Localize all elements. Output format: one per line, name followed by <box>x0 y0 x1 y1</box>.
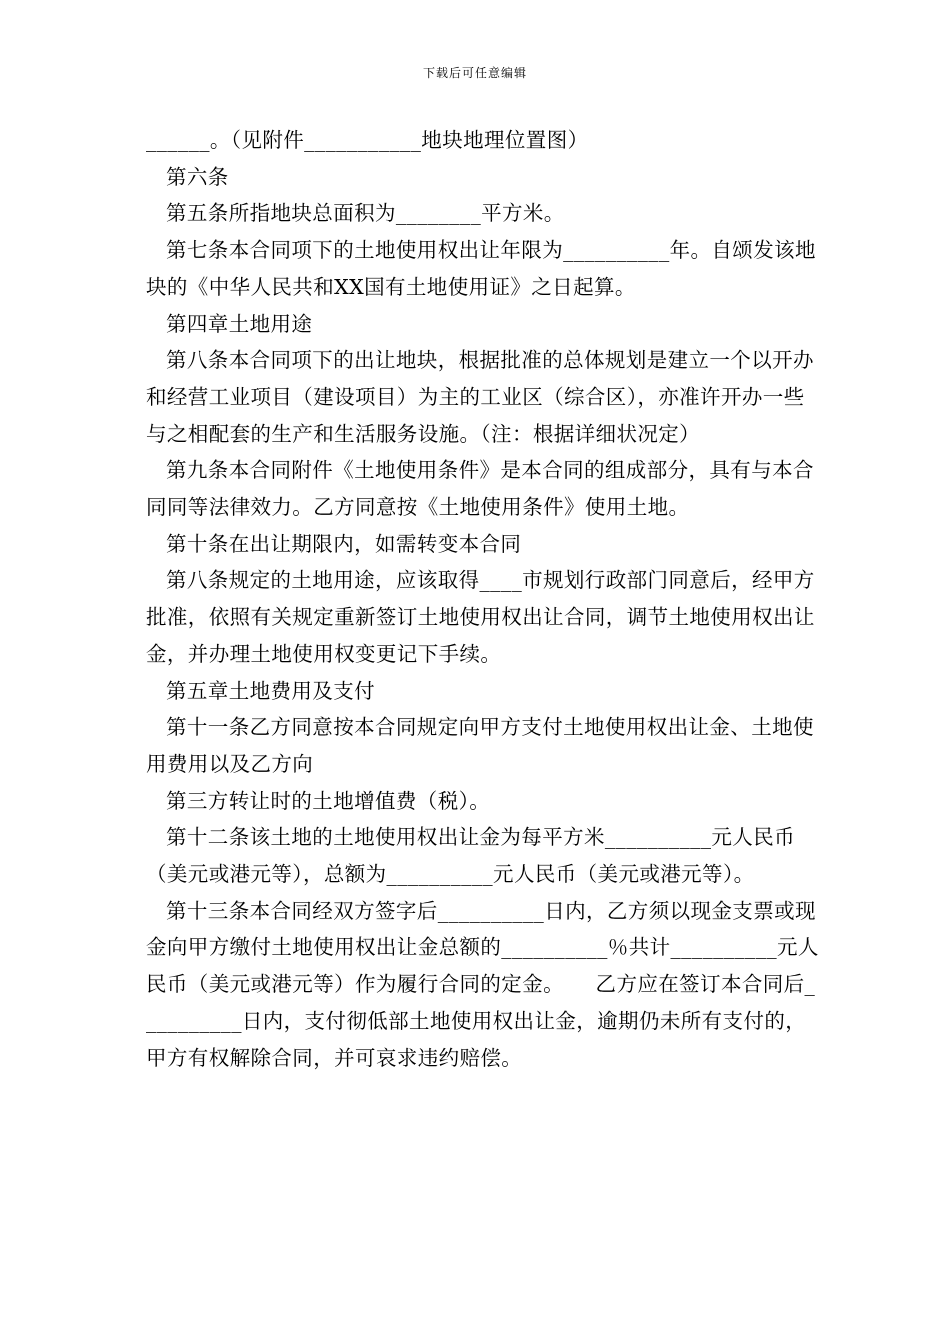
document-body <box>146 122 821 1076</box>
chapter-heading: 第五章土地费用及支付 <box>166 678 375 703</box>
paragraph: ______。（见附件___________地块地理位置图） <box>146 128 589 152</box>
paragraph: 第七条本合同项下的土地使用权出让年限为__________年。自颂发该地块的《中华人民共和XX国有土地使用证》之日起算。 <box>146 238 816 299</box>
paragraph: 第十二条该土地的土地使用权出让金为每平方米__________元人民币（美元或港元等），总额为__________元人民币（美元或港元等）。 <box>146 825 795 887</box>
paragraph: 第十条在出让期限内，如需转变本合同 <box>166 531 522 556</box>
paragraph: 第九条本合同附件《土地使用条件》是本合同的组成部分，具有与本合同同等法律效力。乙方同意按《土地使用条件》使用土地。 <box>146 458 814 520</box>
page-header: 下载后可任意编辑 <box>422 66 527 80</box>
paragraph: 第八条规定的土地用途，应该取得____市规划行政部门同意后，经甲方批准，依照有关规定重新签订土地使用权出让合同，调节土地使用权出让金，并办理土地使用权变更记下手续。 <box>146 568 815 666</box>
paragraph: 第三方转让时的土地增值费（税）。 <box>166 788 491 813</box>
paragraph: 第五条所指地块总面积为________平方米。 <box>166 201 565 226</box>
paragraph: 第八条本合同项下的出让地块，根据批准的总体规划是建立一个以开办和经营工业项目（建设项目）为主的工业区（综合区），亦准许开办一些与之相配套的生产和生活服务设施。（注：根据详细状况定） <box>146 348 814 446</box>
paragraph: 第十一条乙方同意按本合同规定向甲方支付土地使用权出让金、土地使用费用以及乙方向 <box>146 715 814 776</box>
paragraph: 第十三条本合同经双方签字后__________日内，乙方须以现金支票或现金向甲方缴付土地使用权出让金总额的__________％共计__________元人民币（美元或港元等）作为履行合同的定金。 乙方应在签订本合同后__________日内，支付彻低部土地使用权出让金，逾期仍未所有支付的，甲方有权解除合同，并可哀求违约赔偿。 <box>146 898 819 1070</box>
paragraph: 第六条 <box>166 164 229 189</box>
chapter-heading: 第四章土地用途 <box>166 311 313 336</box>
